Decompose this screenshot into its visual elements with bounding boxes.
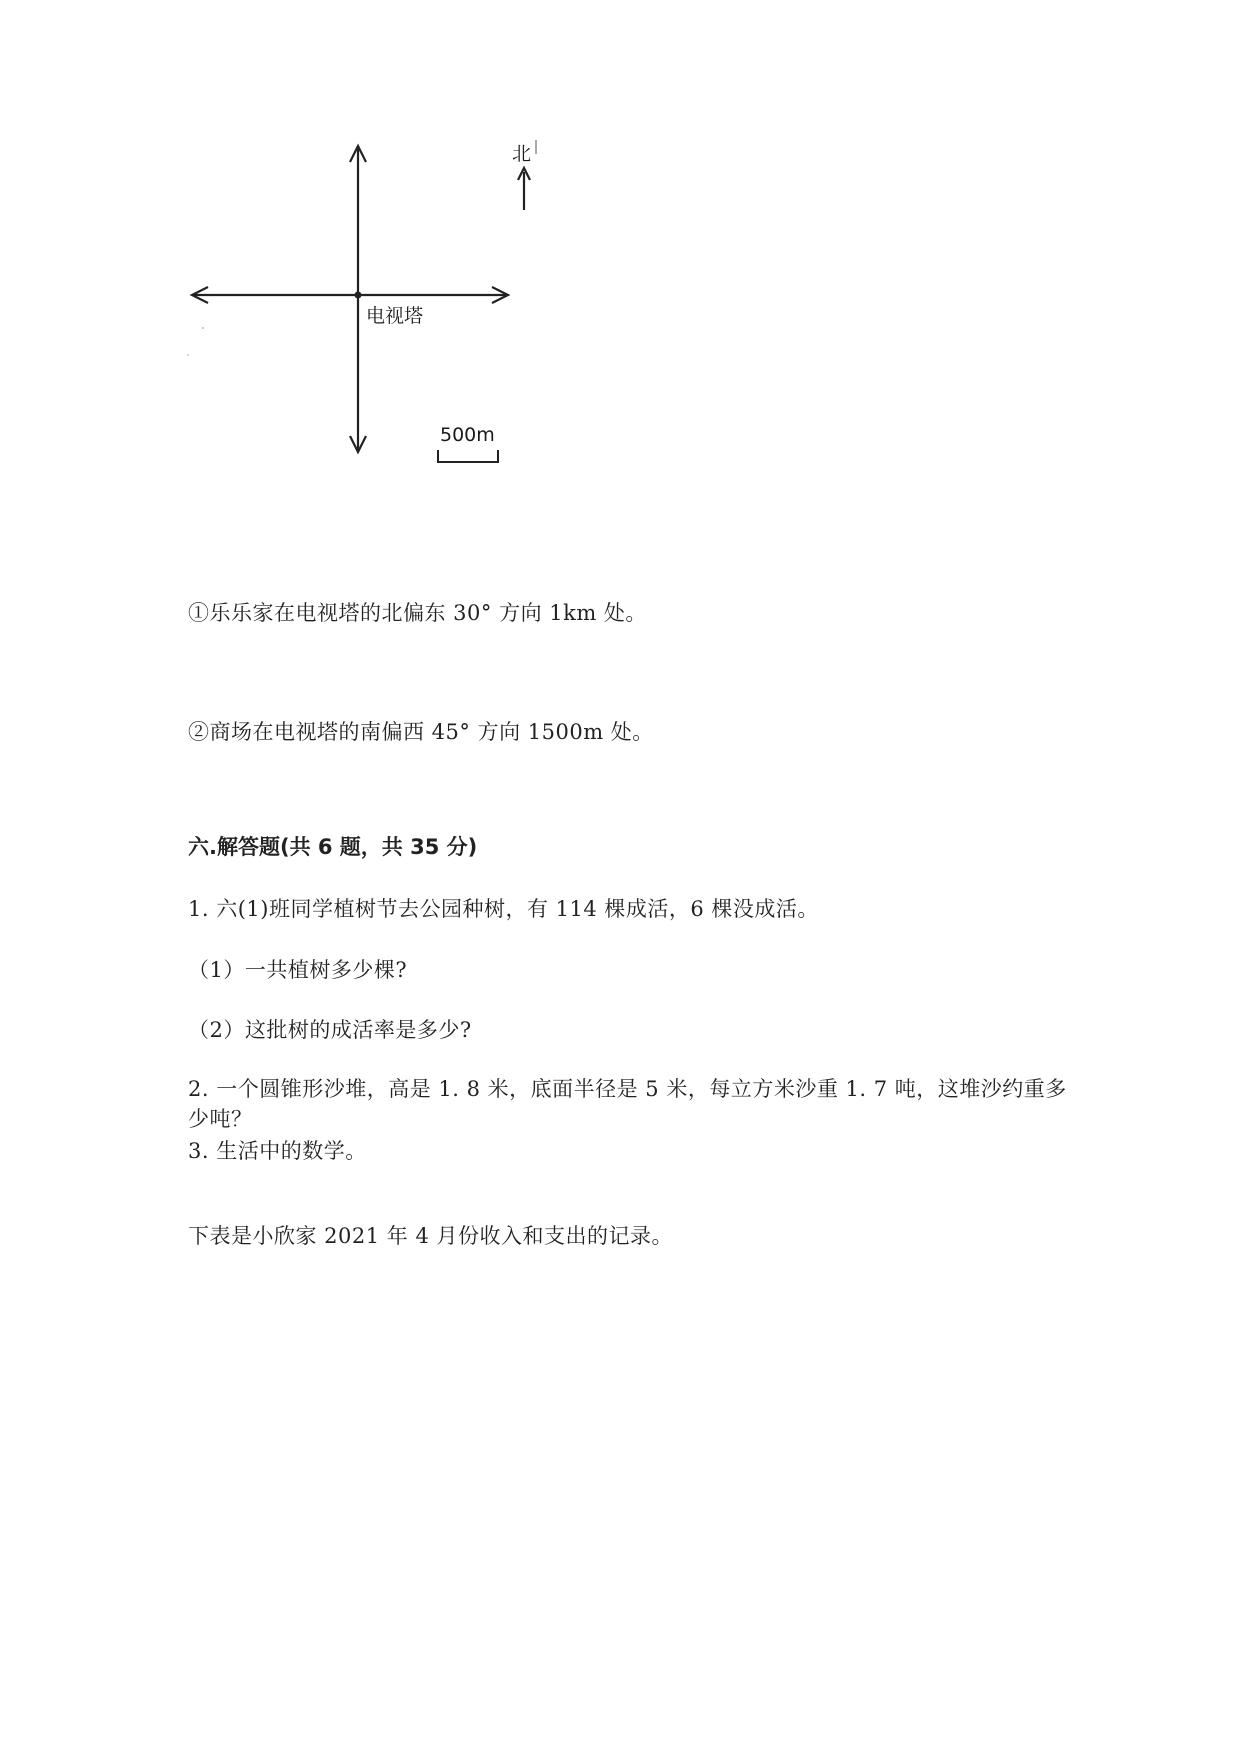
section-heading: 六.解答题(共 6 题，共 35 分) xyxy=(188,835,478,859)
scan-mark xyxy=(187,354,189,356)
problem-3: 3. 生活中的数学。 xyxy=(188,1139,367,1163)
direction-map-svg xyxy=(180,140,580,530)
scan-mark xyxy=(202,327,204,329)
problem-3-intro: 下表是小欣家 2021 年 4 月份收入和支出的记录。 xyxy=(188,1224,674,1248)
problem-1-sub-2: （2）这批树的成活率是多少? xyxy=(188,1018,472,1042)
center-label: 电视塔 xyxy=(366,305,424,327)
direction-map-figure xyxy=(180,140,580,530)
question-item-1: ①乐乐家在电视塔的北偏东 30° 方向 1km 处。 xyxy=(188,601,647,625)
problem-1-sub-1: （1）一共植树多少棵? xyxy=(188,958,408,982)
scale-label: 500m xyxy=(440,424,495,446)
problem-1: 1. 六(1)班同学植树节去公园种树，有 114 棵成活，6 棵没成活。 xyxy=(188,897,819,921)
center-point xyxy=(355,292,362,299)
question-item-2: ②商场在电视塔的南偏西 45° 方向 1500m 处。 xyxy=(188,720,654,744)
north-label: 北 xyxy=(512,143,532,165)
problem-2: 2. 一个圆锥形沙堆，高是 1. 8 米，底面半径是 5 米，每立方米沙重 1. 7 吨，这堆沙约重多少吨？ xyxy=(188,1077,1067,1131)
scale-bar-icon xyxy=(438,450,498,462)
